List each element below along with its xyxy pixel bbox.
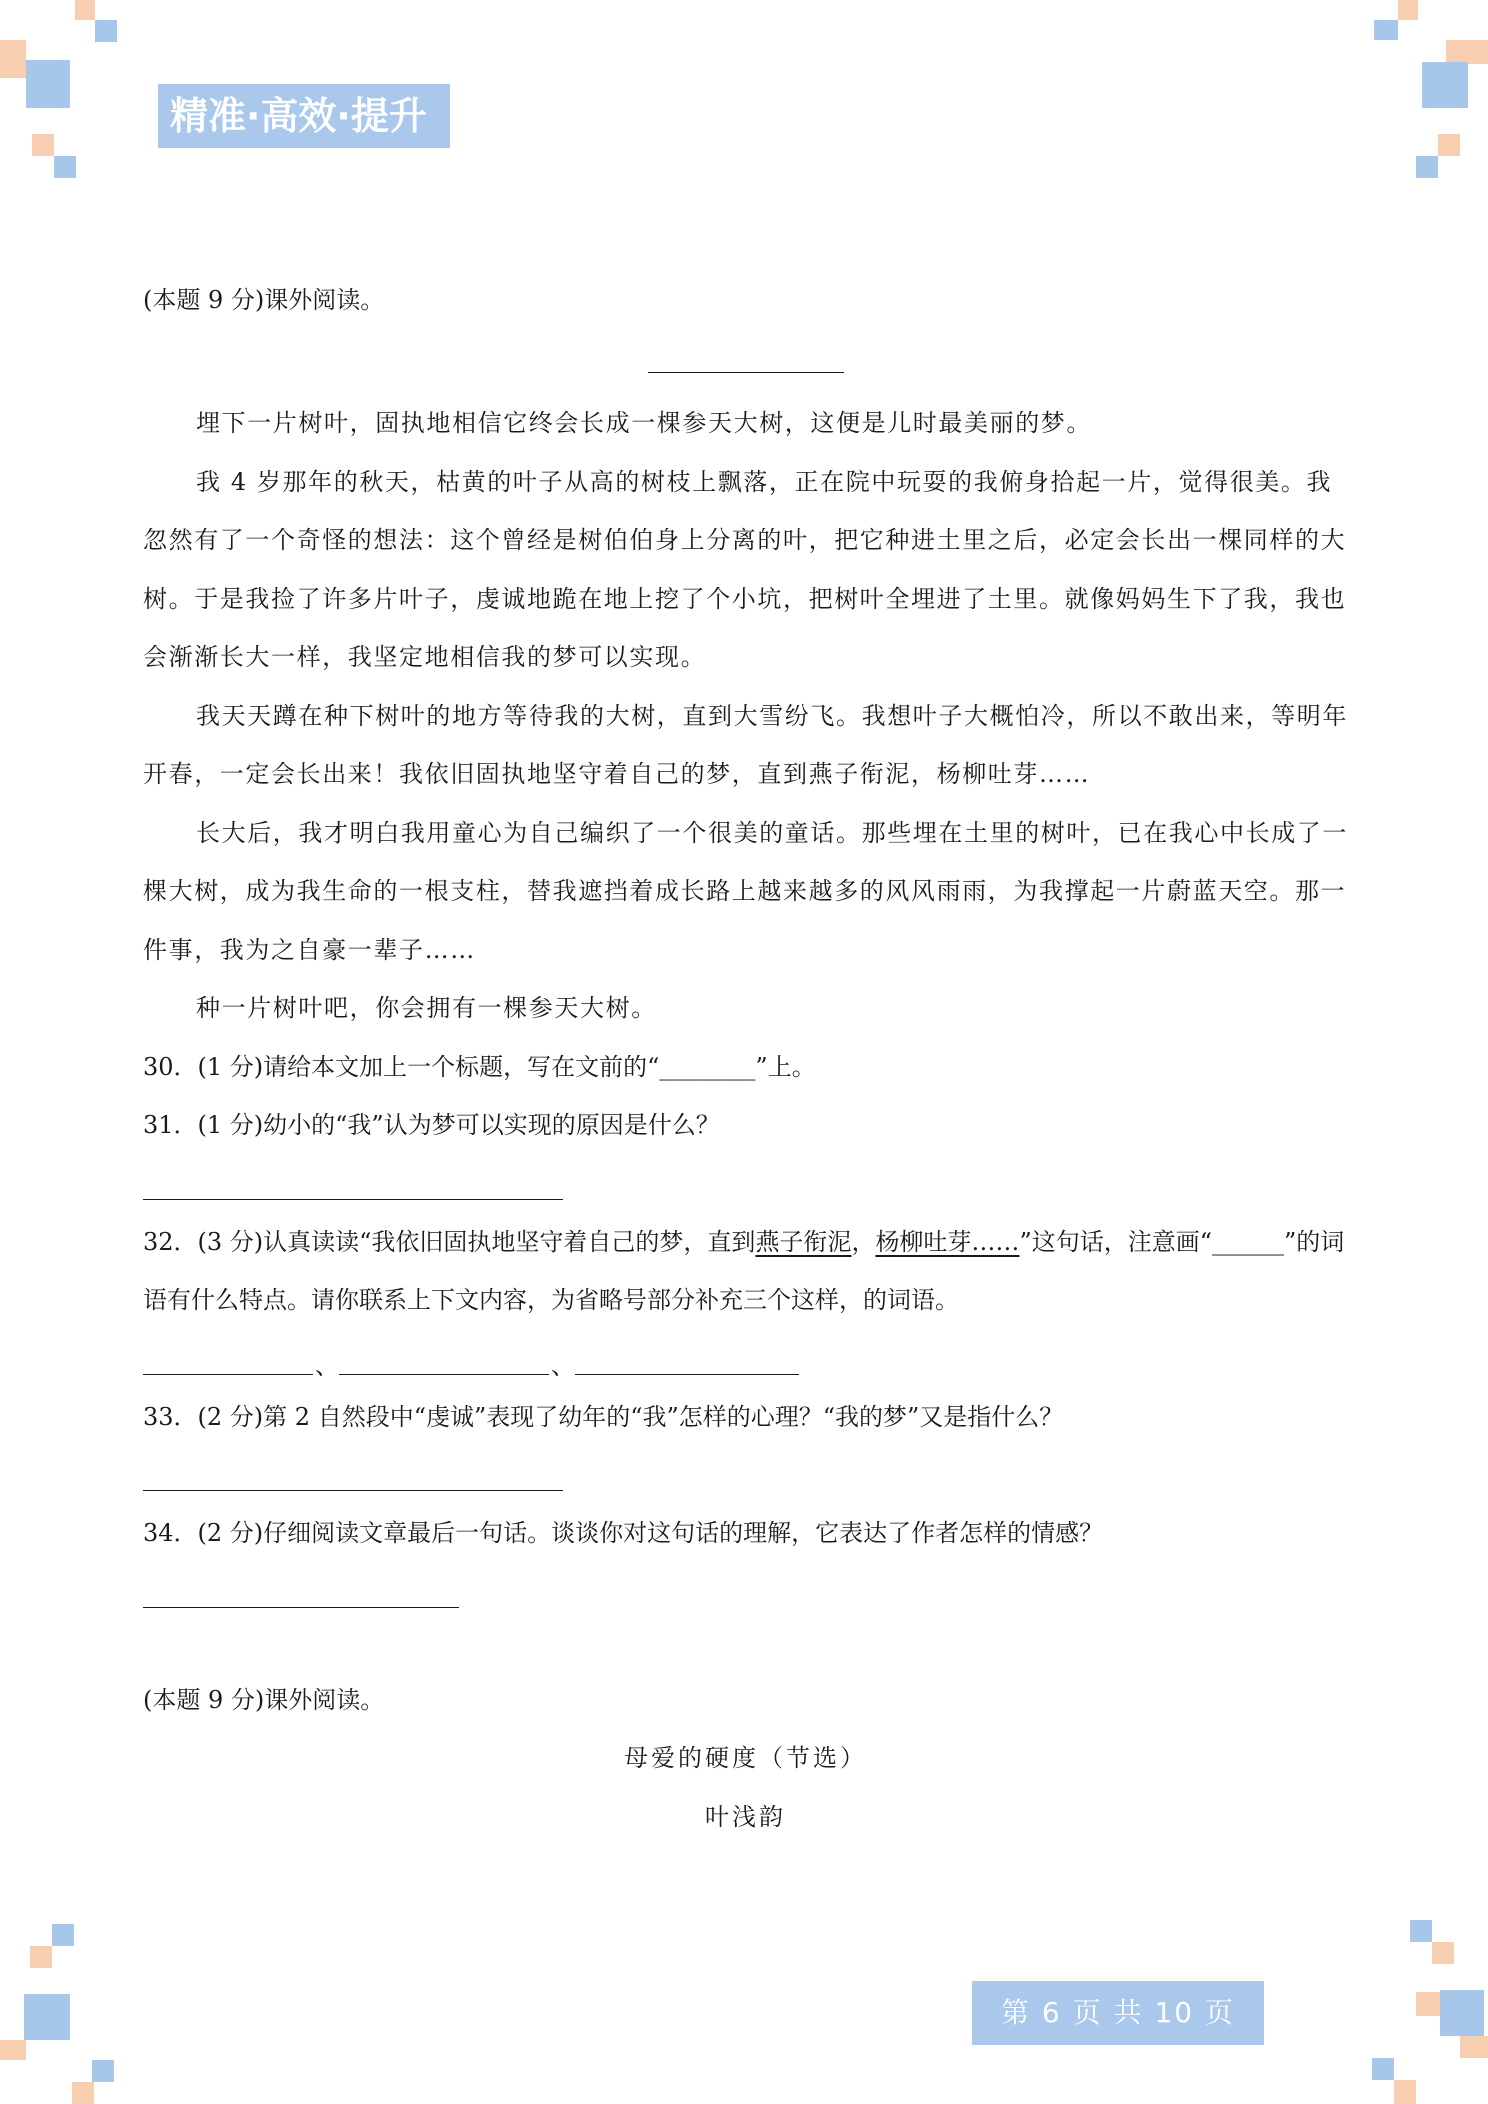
- decor-square: [1372, 2058, 1394, 2080]
- decor-square: [32, 134, 54, 156]
- decor-square: [1446, 40, 1488, 64]
- decor-square: [72, 2082, 94, 2104]
- decor-square: [1460, 2036, 1488, 2058]
- answer-line: [339, 1374, 549, 1375]
- section-intro: (本题 9 分)课外阅读。: [143, 1685, 385, 1714]
- paragraph: 埋下一片树叶，固执地相信它终会长成一棵参天大树，这便是儿时最美丽的梦。: [196, 409, 1092, 437]
- question-34: 34．(2 分)仔细阅读文章最后一句话。谈谈你对这句话的理解，它表达了作者怎样的情感？: [143, 1519, 1104, 1547]
- decor-square: [0, 2040, 26, 2060]
- separator: 、: [551, 1351, 575, 1380]
- article-title: 母爱的硬度（节选）: [624, 1744, 867, 1772]
- decor-square: [75, 0, 95, 20]
- paragraph: 长大后，我才明白我用童心为自己编织了一个很美的童话。那些埋在土里的树叶，已在我心中长成了一棵大树，成为我生命的一根支柱，替我遮挡着成长路上越来越多的风风雨雨，为我撑起一片蔚蓝天空。那一件事，我为之自豪一辈子……: [143, 818, 1348, 964]
- decor-square: [1416, 156, 1438, 178]
- question-31: 31．(1 分)幼小的“我”认为梦可以实现的原因是什么？: [143, 1111, 720, 1139]
- decor-square: [26, 60, 70, 108]
- paragraph: 种一片树叶吧，你会拥有一棵参天大树。: [196, 994, 657, 1022]
- q32-comma: ，: [851, 1227, 876, 1256]
- title-blank-line: [648, 372, 844, 373]
- spacer: [143, 1621, 1348, 1671]
- brand-banner: 精准·高效·提升: [158, 84, 450, 148]
- section-intro: (本题 9 分)课外阅读。: [143, 286, 385, 314]
- decor-square: [1374, 20, 1398, 40]
- question-33: 33．(2 分)第 2 自然段中“虔诚”表现了幼年的“我”怎样的心理？“我的梦”又是指什么？: [143, 1402, 1064, 1431]
- answer-area: [143, 1446, 1348, 1504]
- underlined-phrase: 燕子衔泥: [755, 1227, 852, 1256]
- decor-square: [1394, 2080, 1416, 2104]
- decor-square: [1410, 1920, 1432, 1942]
- decor-square: [30, 1946, 52, 1968]
- separator: 、: [315, 1351, 339, 1380]
- answer-line: [143, 1374, 313, 1375]
- answer-area: [143, 1155, 1348, 1213]
- page-number: 第 6 页 共 10 页: [972, 1981, 1264, 2045]
- answer-line: [143, 1607, 459, 1608]
- page-content: [143, 280, 1348, 1846]
- decor-square: [92, 2060, 114, 2082]
- underlined-phrase: 杨柳吐芽……: [875, 1227, 1020, 1256]
- title-blank: [143, 330, 1348, 394]
- decor-square: [95, 20, 117, 42]
- decor-square: [1440, 1990, 1484, 2036]
- answer-area: [143, 1330, 1348, 1388]
- decor-square: [1432, 1942, 1454, 1964]
- paragraph: 我天天蹲在种下树叶的地方等待我的大树，直到大雪纷飞。我想叶子大概怕冷，所以不敢出来，等明年开春，一定会长出来！我依旧固执地坚守着自己的梦，直到燕子衔泥，杨柳吐芽……: [143, 701, 1348, 788]
- answer-line: [143, 1199, 563, 1200]
- q32-text: 32．(3 分)认真读读“我依旧固执地坚守着自己的梦，直到: [143, 1227, 756, 1256]
- question-32: [143, 1213, 1348, 1330]
- q32-text: ”这句话，注意画“______”的词语有什么特点。请你联系上下文内容，为省略号部分补充三个这样，的词语。: [143, 1227, 1345, 1314]
- answer-line: [143, 1490, 563, 1491]
- question-30: 30．(1 分)请给本文加上一个标题，写在文前的“________”上。: [143, 1052, 816, 1081]
- decor-square: [1416, 1992, 1440, 2016]
- article-author: 叶浅韵: [705, 1802, 786, 1831]
- decor-square: [1398, 0, 1418, 20]
- decor-square: [52, 1924, 74, 1946]
- decor-square: [0, 40, 26, 78]
- decor-square: [24, 1994, 70, 2040]
- decor-square: [1422, 62, 1468, 108]
- decor-square: [54, 156, 76, 178]
- decor-square: [1438, 134, 1460, 156]
- paragraph: 我 4 岁那年的秋天，枯黄的叶子从高的树枝上飘落，正在院中玩耍的我俯身拾起一片，觉得很美。我忽然有了一个奇怪的想法：这个曾经是树伯伯身上分离的叶，把它种进土里之后，必定会长出一棵同样的大树。于是我捡了许多片叶子，虔诚地跪在地上挖了个小坑，把树叶全埋进了土里。就像妈妈生下了我，我也会渐渐长大一样，我坚定地相信我的梦可以实现。: [143, 467, 1347, 671]
- answer-area: [143, 1563, 1348, 1621]
- answer-line: [575, 1374, 799, 1375]
